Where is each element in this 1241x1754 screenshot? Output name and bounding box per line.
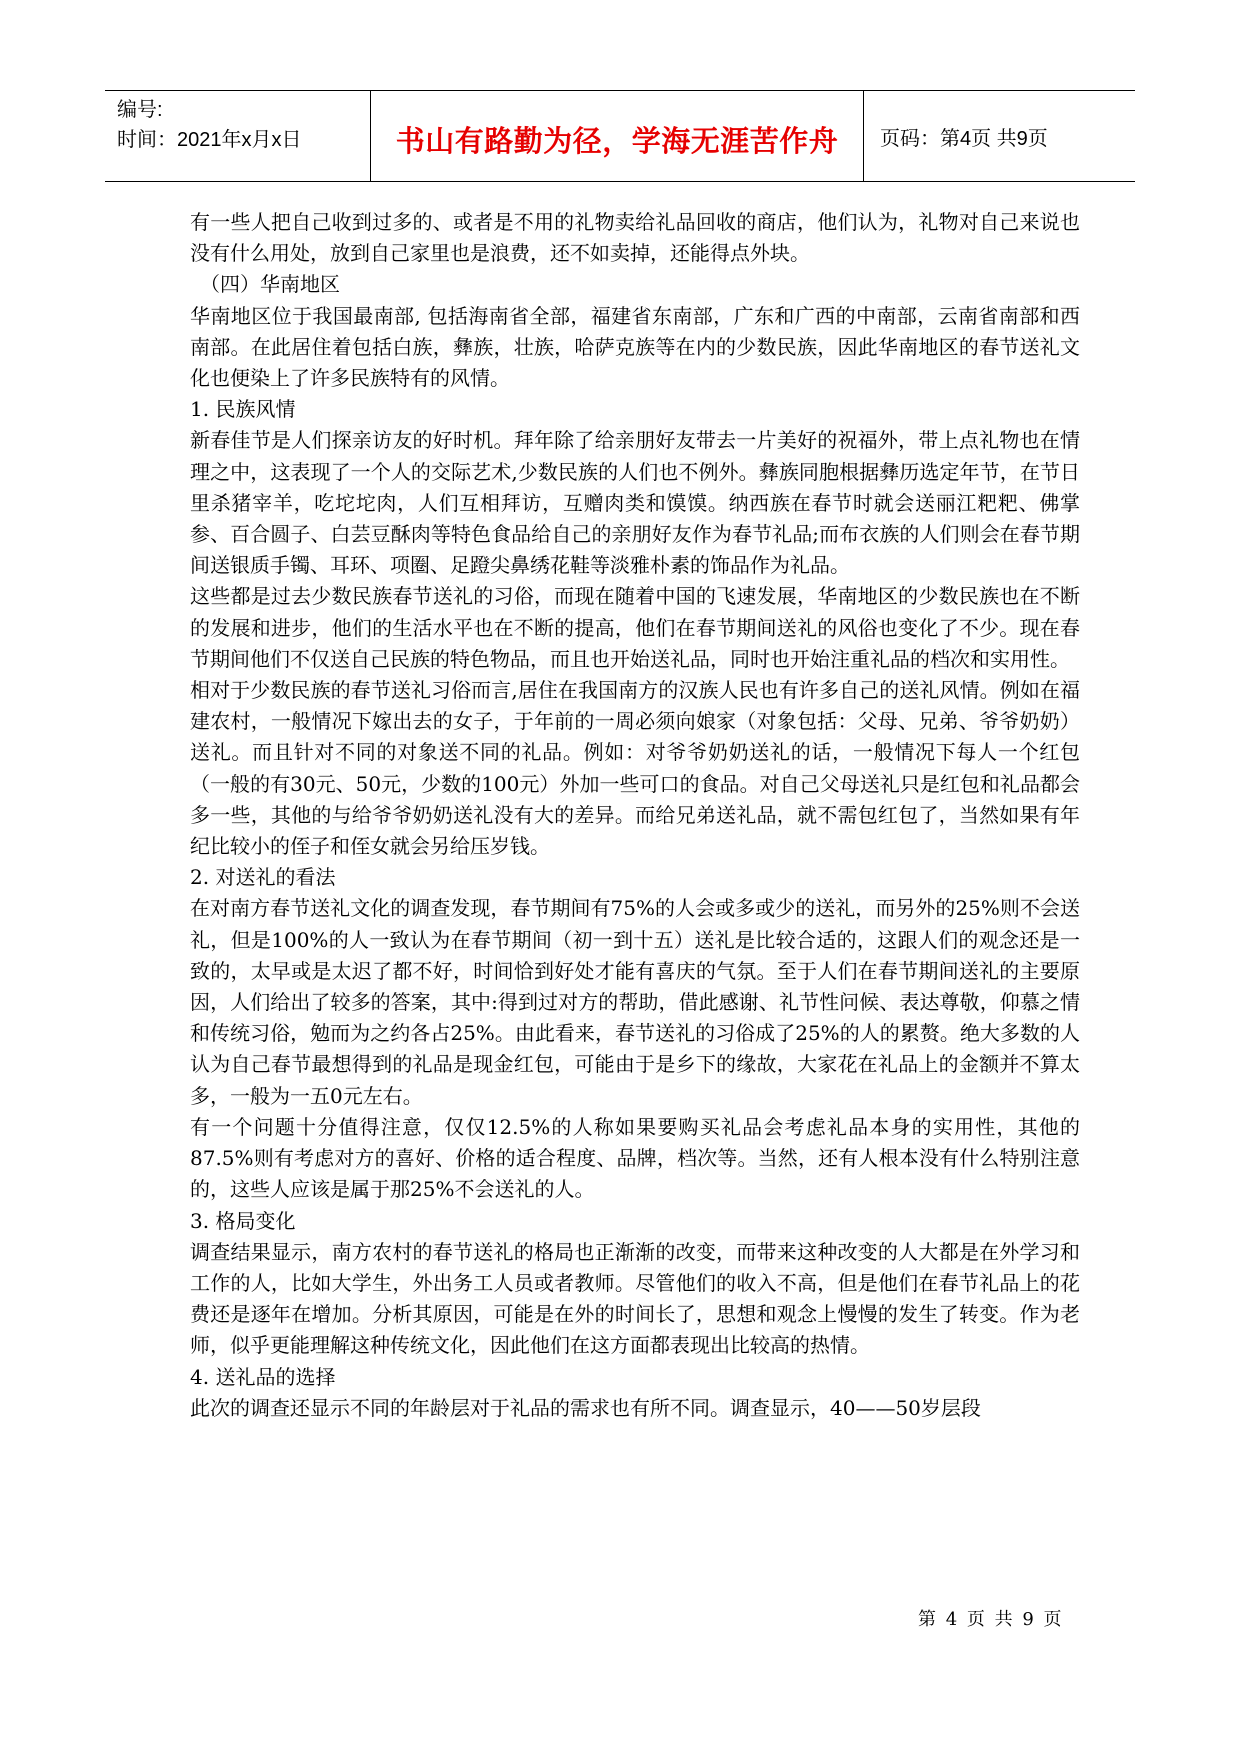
document-body [190, 207, 1080, 1424]
page-footer: 第 4 页 共 9 页 [918, 1609, 1064, 1630]
subsection-heading: 3. 格局变化 [190, 1208, 296, 1233]
page-header [105, 90, 1135, 182]
document-time-label: 时间：2021年x月x日 [117, 129, 302, 151]
header-meta [105, 91, 370, 181]
body-paragraph: 相对于少数民族的春节送礼习俗而言,居住在我国南方的汉族人民也有许多自己的送礼风情。例如在福建农村，一般情况下嫁出去的女子，于年前的一周必须向娘家（对象包括：父母、兄弟、爷爷奶奶）送礼。而且针对不同的对象送不同的礼品。例如：对爷爷奶奶送礼的话，一般情况下每人一个红包（一般的有30元、50元，少数的100元）外加一些可口的食品。对自己父母送礼只是红包和礼品都会多一些，其他的与给爷爷奶奶送礼没有大的差异。而给兄弟送礼品，就不需包红包了，当然如果有年纪比较小的侄子和侄女就会另给压岁钱。 [190, 678, 1080, 859]
body-paragraph: 华南地区位于我国最南部, 包括海南省全部，福建省东南部，广东和广西的中南部，云南省南部和西南部。在此居住着包括白族，彝族，壮族，哈萨克族等在内的少数民族，因此华南地区的春节送礼文化也便染上了许多民族特有的风情。 [190, 303, 1080, 391]
header-page-number: 页码：第4页 共9页 [880, 128, 1048, 150]
body-paragraph: 调查结果显示，南方农村的春节送礼的格局也正渐渐的改变，而带来这种改变的人大都是在外学习和工作的人，比如大学生，外出务工人员或者教师。尽管他们的收入不高，但是他们在春节礼品上的花费还是逐年在增加。分析其原因，可能是在外的时间长了，思想和观念上慢慢的发生了转变。作为老师，似乎更能理解这种传统文化，因此他们在这方面都表现出比较高的热情。 [190, 1239, 1080, 1358]
body-paragraph: 此次的调查还显示不同的年龄层对于礼品的需求也有所不同。调查显示，40——50岁层段 [190, 1395, 981, 1420]
body-paragraph: 在对南方春节送礼文化的调查发现，春节期间有75%的人会或多或少的送礼，而另外的25%则不会送礼，但是100%的人一致认为在春节期间（初一到十五）送礼是比较合适的，这跟人们的观念还是一致的，太早或是太迟了都不好，时间恰到好处才能有喜庆的气氛。至于人们在春节期间送礼的主要原因，人们给出了较多的答案，其中:得到过对方的帮助，借此感谢、礼节性问候、表达尊敬，仰慕之情和传统习俗，勉而为之约各占25%。由此看来，春节送礼的习俗成了25%的人的累赘。绝大多数的人认为自己春节最想得到的礼品是现金红包，可能由于是乡下的缘故，大家花在礼品上的金额并不算太多，一般为一五0元左右。 [190, 896, 1080, 1108]
section-heading: （四）华南地区 [200, 272, 340, 297]
subsection-heading: 4. 送礼品的选择 [190, 1364, 336, 1389]
subsection-heading: 2. 对送礼的看法 [190, 865, 336, 890]
body-paragraph: 新春佳节是人们探亲访友的好时机。拜年除了给亲朋好友带去一片美好的祝福外，带上点礼物也在情理之中，这表现了一个人的交际艺术,少数民族的人们也不例外。彝族同胞根据彝历选定年节，在节日里杀猪宰羊，吃坨坨肉，人们互相拜访，互赠肉类和馍馍。纳西族在春节时就会送丽江粑粑、佛掌参、百合圆子、白芸豆酥肉等特色食品给自己的亲朋好友作为春节礼品;而布衣族的人们则会在春节期间送银质手镯、耳环、项圈、足蹬尖鼻绣花鞋等淡雅朴素的饰品作为礼品。 [190, 428, 1080, 578]
header-motto: 书山有路勤为径，学海无涯苦作舟 [370, 91, 864, 181]
body-paragraph: 有一个问题十分值得注意，仅仅12.5%的人称如果要购买礼品会考虑礼品本身的实用性，其他的87.5%则有考虑对方的喜好、价格的适合程度、品牌，档次等。当然，还有人根本没有什么特别注意的，这些人应该是属于那25%不会送礼的人。 [190, 1114, 1080, 1202]
subsection-heading: 1. 民族风情 [190, 397, 296, 422]
body-paragraph: 有一些人把自己收到过多的、或者是不用的礼物卖给礼品回收的商店，他们认为，礼物对自己来说也没有什么用处，放到自己家里也是浪费，还不如卖掉，还能得点外块。 [190, 210, 1080, 266]
body-paragraph: 这些都是过去少数民族春节送礼的习俗，而现在随着中国的飞速发展，华南地区的少数民族也在不断的发展和进步，他们的生活水平也在不断的提高，他们在春节期间送礼的风俗也变化了不少。现在春节期间他们不仅送自己民族的特色物品，而且也开始送礼品，同时也开始注重礼品的档次和实用性。 [190, 584, 1080, 671]
document-number-label: 编号: [117, 99, 163, 121]
